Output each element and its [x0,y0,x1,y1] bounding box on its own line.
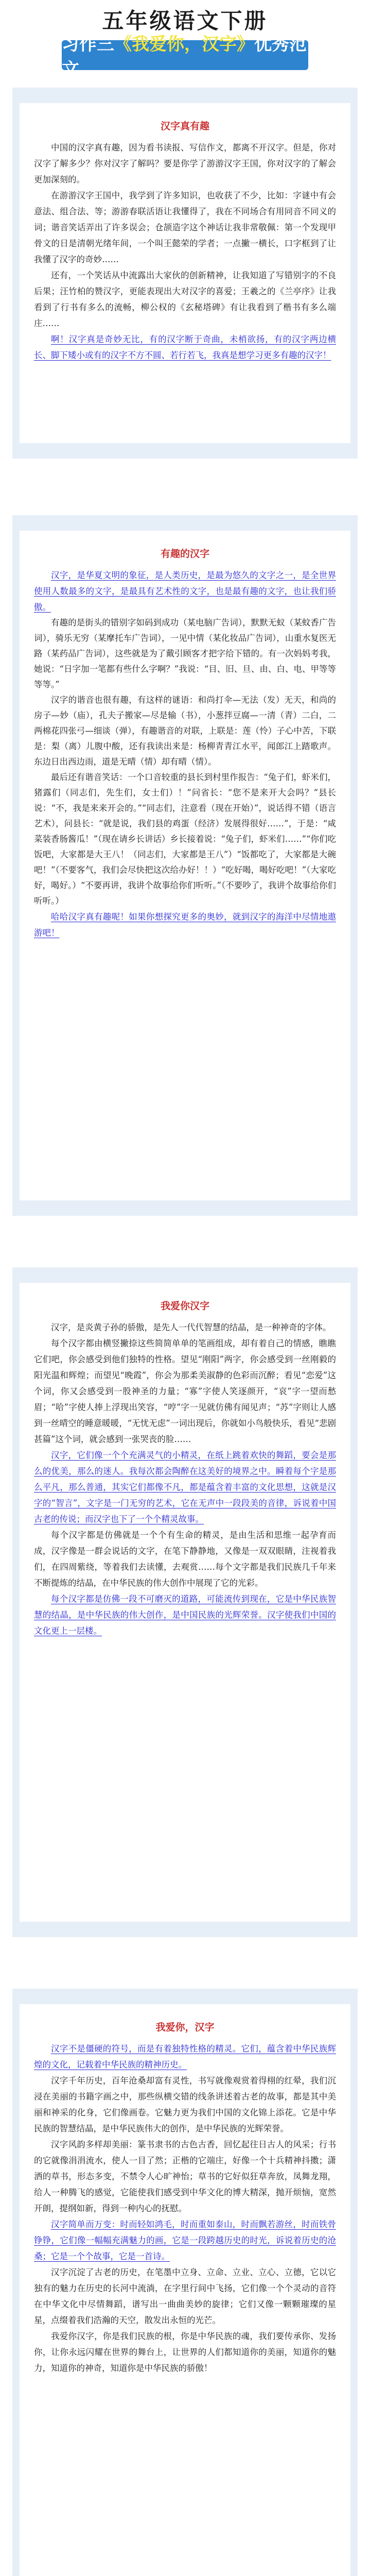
essay-paragraph-highlight: 汉字，是华夏文明的象征，是人类历史，是最为悠久的文字之一，是全世界使用人数最多的文字，是最具有艺术性的文字，也是最有趣的文字，也让我们骄傲。 [34,570,336,612]
essay-paragraph: 最后还有谐音笑话：一个口音较重的县长到村里作报告：“兔子们，虾米们，猪露们（同志们，先生们，女士们）！”问省长：“您不是来开大会吗？”县长说：“不，我是来来开会的。”“同志们，注意看（现在开始）”，说话得不错（语言艺术），问县长：“就是说，我们县的鸡蛋（经济）发展得很好……”，于是：“咸菜装香肠酱瓜！”（现在请乡长讲话）乡长接着说：“兔子们，虾米们……”“你们吃饭吧，大家都是大王八！（同志们，大家都是王八”）“饭都吃了，大家都是大碗吧！”（不要客气，我们会尽快把这次给办好！！）“吃好喝，喝好吃吧！”（大家吃好，喝好。）“不要再讲，我讲个故事给你们听听。”（不要吵了，我讲个故事给你们听听。） [34,772,336,906]
essay-title: 我爱你汉字 [160,1300,209,1312]
essay-card [20,103,350,443]
essay-paragraph: 在游游汉字王国中，我学到了许多知识，也收获了不少，比如：字谜中有会意法、组合法、等；游游春联活语让我懂得了，我在不同场合有用同音不同义的词；谐音笑话弄出了许多误会；仓颉造字这个神话让我非常敬佩：第一个发现甲骨文的日是清朝光绪年间，一个叫王懿荣的学者；一点撇一横长，口字框到了让我懂了汉字的奇妙…… [34,191,336,264]
essay-card [20,2004,350,2576]
essay-section [12,88,358,459]
page-title: 五年级语文下册 [102,8,268,33]
essay-paragraph-highlight: 每个汉字都是仿佛一段不可磨灭的道路，可能流传到现在，它是中华民族智慧的结晶，是中华民族的伟大创作，是中国民族的光辉荣誉。汉字使我们中国的文化更上一层楼。 [34,1594,336,1636]
subtitle-prefix: 习作三 [62,34,114,55]
essay-paragraph: 汉字风韵多样却美丽：篆书隶书的古色古香，回忆起往日古人的风采；行书的它就像涓涓流水，使人一目了然；正楷的它端庄，好像一个十兵精神抖擞；潇洒的草书，形态多变，不禁令人心旷神怡；草书的它好似狂草奔放，凤舞龙翔，给人一种腾飞的感觉，它能使我们感受到中华文化的博大精深，抛开烦恼，宽然开朗，提纲如新，得到一种内心的抚慰。 [34,2140,336,2213]
essay-paragraph: 每个汉字都是仿佛就是一个个有生命的精灵，是由生活和思维一起孕育而成，汉字像是一群会说话的文字，在笔下静静地，又像是一双双眼睛，注视着我们，在四周紫绕，等着我们去读懂，去观赏……每个文字都是我们民族几千年来不断提炼的结晶，在中华民族的伟大创作中展现了它的光彩。 [34,1530,336,1588]
essay-paragraph: 中国的汉字真有趣，因为看书读报、写信作文，都离不开汉字。但是，你对汉字了解多少？你对汉字了解吗？要是你学了游游汉字王国，你对汉字的了解会更加深刻的。 [34,143,336,184]
subtitle-highlight: 《我爱你，汉字》 [114,34,254,55]
essay-paragraph: 我爱你汉字，你是我们民族的根，你是中华民族的魂，我们要传承你、发扬你，让你永远闪耀在世界的舞台上，让世界的人们都知道你的美丽，知道你的魅力，知道你的神奇，知道你是中华民族的骄傲！ [34,2331,336,2373]
essay-paragraph-highlight: 汉字，它们像一个个充满灵气的小精灵，在纸上跳着欢快的舞蹈，要会是那么的优美，那么的迷人。我每次都会陶醉在这美好的境界之中。瞬着每个字是那么平凡，那么普通，其实它们都像不凡，都是蕴含着丰富的文化思想，这就是汉字的“智言”，文字是一门无穷的艺术，它在无声中一段段美的音律，诉说着中国古老的传说；而汉字也下了一个个精灵故事。 [34,1450,336,1524]
subtitle [62,30,308,80]
essay-section [12,1989,358,2576]
essay-paragraph: 还有，一个笑话从中流露出大家伙的创新精神，让我知道了写错别字的不良后果；汪竹柏的赞汉字，更能表现出大对汉字的喜爱；王羲之的《兰亭序》让我看到了行书有多么的流畅，柳公权的《玄秘塔碑》有让我看到了楷书有多么端庄…… [34,270,336,328]
essay-paragraph: 汉字，是炎黄子孙的骄傲，是先人一代代智慧的结晶，是一种神奇的字体。 [51,1323,331,1332]
essay-card [20,531,350,1200]
essay-paragraph-highlight: 哈哈汉字真有趣呢！如果你想探究更多的奥妙，就到汉字的海洋中尽情地遨游吧！ [34,912,336,938]
essay-card [20,1283,350,1922]
essay-paragraph-highlight: 汉字简单而万变：时而轻如鸿毛，时而重如泰山，时而飘若游丝，时而铁骨铮铮，它们像一幅幅充满魅力的画，它是一段跨越历史的时光，诉说着历史的沧桑；它是一个个故事，它是一首诗。 [34,2219,336,2261]
essay-paragraph: 汉字千年历史，百年沧桑却富有灵性，书写就像观赏着得栩的红晕，我们沉浸在美丽的书籍字画之中，那些纵横交错的线条讲述着古老的故事，都是其中美丽和神采的化身，它们像画卷。它魅力更为我们中国的文化锦上添花。它是中华民族的智慧结晶，是中华民族伟大的创作，是中华民族的光辉荣誉。 [34,2076,336,2133]
essay-paragraph-highlight: 汉字不是僵硬的符号，而是有着独特性格的精灵。它们，蕴含着中华民族辉煌的文化，记载着中华民族的精神历史。 [34,2044,336,2070]
essay-paragraph-highlight: 啊！汉字真是奇妙无比，有的汉字断于奇曲，未梢欲扬，有的汉字两边横长、脚下矮小或有的汉字不方不圆、若行若飞，我真是想学习更多有趣的汉字！ [34,334,336,360]
essay-title: 有趣的汉字 [160,548,209,560]
essay-paragraph: 汉字沉淀了古老的历史，在笔墨中立身、立命、立业、立心、立德，它以它独有的魅力在历史的长河中流淌，在字里行间中飞扬，它们像一个个灵动的音符在中华文化中尽情舞蹈，谱写出一曲曲美妙的旋律；它们又像一颗颗璀璨的星星，点缀着我们浩瀚的天空，散发出永恒的光芒。 [34,2267,336,2325]
subtitle-suffix: 优秀范文 [62,34,307,80]
essay-section [12,1267,358,1937]
essay-title: 汉字真有趣 [160,121,209,132]
page-header [0,0,370,88]
essay-paragraph: 每个汉字都由横竖撇捺这些简简单单的笔画组成，却有着自己的情感，瞧瞧它们吧，你会感受到他们独特的性格。望见“刚阳”两字，你会感受到一丝刚毅的阳光温和辉煌；而望见“晚霞”，你会为那柔美淑静的色彩而沉醉；看见“恋爱”这个词，你又会感受到一股神圣的力量；“寡”字使人笑逐颜开，“哀”字一望而愁眉；“哈”字使人捧上浮现出笑容，“哼”字一见就仿佛有闻见声；“苏”字则让人感到一丝晴空的睡意暖暖，“无忧无虑”一词出现后，你就如小鸟般快乐，看见“悲剧甚篇”这个词，就会感到一张哭丧的脸…… [34,1338,336,1444]
essay-paragraph: 汉字的谐音也很有趣，有这样的谜语：和尚打伞—无法（发）无天，和尚的房子—妙（庙），孔夫子搬家—尽是输（书），小葱拌豆腐—一清（青）二白，二两棉花四张弓—细谈（弹），有趣谐音的对联，上联是：莲（怜）子心中苦，下联是：梨（离）儿腹中酸，还有我读出来是：杨柳青青江水平，闻郎江上踏歌声。东边日出西边雨，道是无晴（情）却有晴（情）。 [34,695,336,767]
essay-title: 我爱你，汉字 [155,2022,215,2033]
subtitle-banner [62,34,308,80]
essay-paragraph: 有趣的是街头的错别字如码到成功（某电脑广告词），默默无蚁（某蚊香广告词），骑乐无穷（某摩托车广告词），一见中情（某化妆品广告词），山重水复医无路（某药品广告词），这些就是为了戴引顾客才把字给下错的。有一次妈妈考我，她说：“日字加一笔都有些什么字啊？”我说：“目、旧、旦、由、白、电、甲等等等等。” [34,618,336,689]
essay-section [12,515,358,1216]
